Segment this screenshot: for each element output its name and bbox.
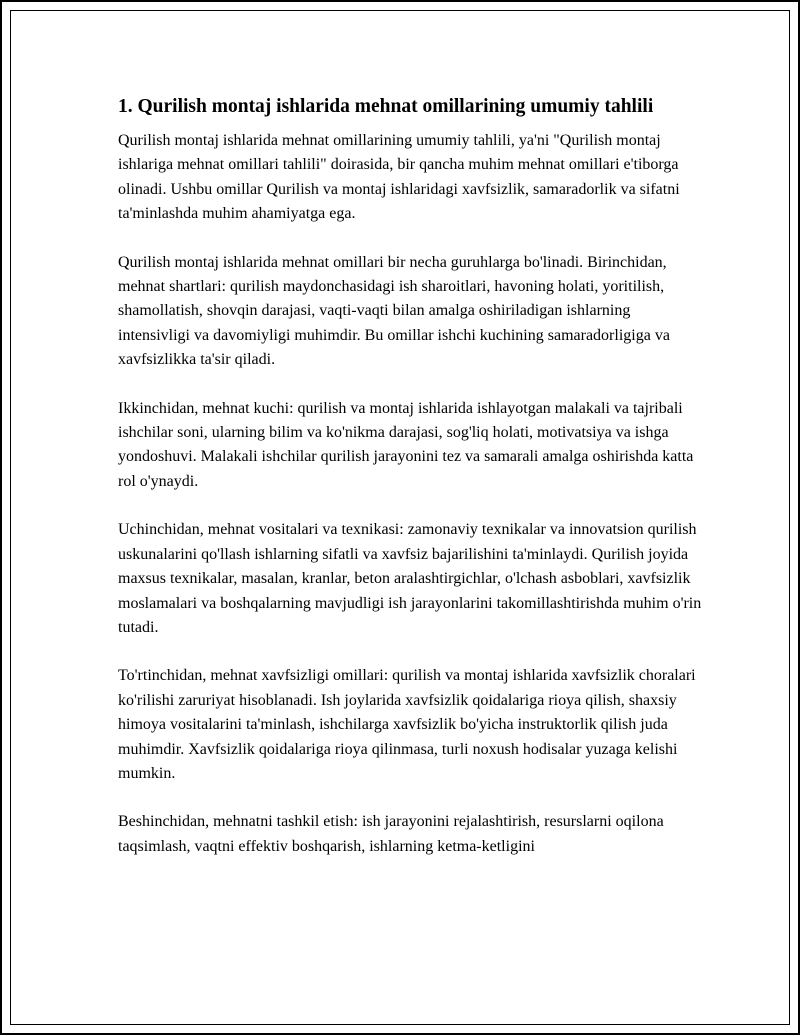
paragraph-labor-force: Ikkinchidan, mehnat kuchi: qurilish va montaj ishlarida ishlayotgan malakali va tajribali ishchilar soni, ularning bilim va ko'nikma darajasi, sog'liq holati, motivatsiya va ishga yondoshuvi. Malakali ishchilar qurilish jarayonini tez va samarali amalga oshirishda katta rol o'ynaydi. [118, 399, 694, 490]
paragraph-working-conditions: Qurilish montaj ishlarida mehnat omillari bir necha guruhlarga bo'linadi. Birinchidan, mehnat shartlari: qurilish maydonchasidagi ish sharoitlari, havoning holati, yoritilish, shamollatish, shovqin darajasi, vaqti-vaqti bilan amalga oshiriladigan ishlarning intensivligi va davomiyligi muhimdir. Bu omillar ishchi kuchining samaradorligiga va xavfsizlikka ta'sir qiladi. [118, 253, 670, 369]
paragraph-work-organization: Beshinchidan, mehnatni tashkil etish: ish jarayonini rejalashtirish, resurslarni oqilona taqsimlash, vaqtni effektiv boshqarish, ishlarning ketma-ketligini [118, 813, 664, 855]
paragraph-intro: Qurilish montaj ishlarida mehnat omillarining umumiy tahlili, ya'ni "Qurilish montaj ishlariga mehnat omillari tahlili" doirasida, bir qancha muhim mehnat omillari e'tiborga olinadi. Ushbu omillar Qurilish va montaj ishlaridagi xavfsizlik, samaradorlik va sifatni ta'minlashda muhim ahamiyatga ega. [118, 132, 680, 223]
paragraph-labor-safety: To'rtinchidan, mehnat xavfsizligi omillari: qurilish va montaj ishlarida xavfsizlik choralari ko'rilishi zaruriyat hisoblanadi. Ish joylarida xavfsizlik qoidalariga rioya qilish, shaxsiy himoya vositalarini ta'minlash, ishchilarga xavfsizlik bo'yicha instruktorlik qilish juda muhimdir. Xavfsizlik qoidalariga rioya qilinmasa, turli noxush hodisalar yuzaga kelishi mumkin. [118, 667, 696, 782]
paragraph-tools-and-equipment: Uchinchidan, mehnat vositalari va texnikasi: zamonaviy texnikalar va innovatsion qurilish uskunalarini qo'llash ishlarning sifatli va xavfsiz bajarilishini ta'minlaydi. Qurilish joyida maxsus texnikalar, masalan, kranlar, beton aralashtirgichlar, o'lchash asboblari, xavfsizlik moslamalari va boshqalarning mavjudligi ish jarayonlarini takomillashtirishda muhim o'rin tutadi. [118, 521, 702, 636]
section-heading: 1. Qurilish montaj ishlarida mehnat omillarining umumiy tahlili [118, 96, 654, 117]
document-body [118, 93, 703, 883]
